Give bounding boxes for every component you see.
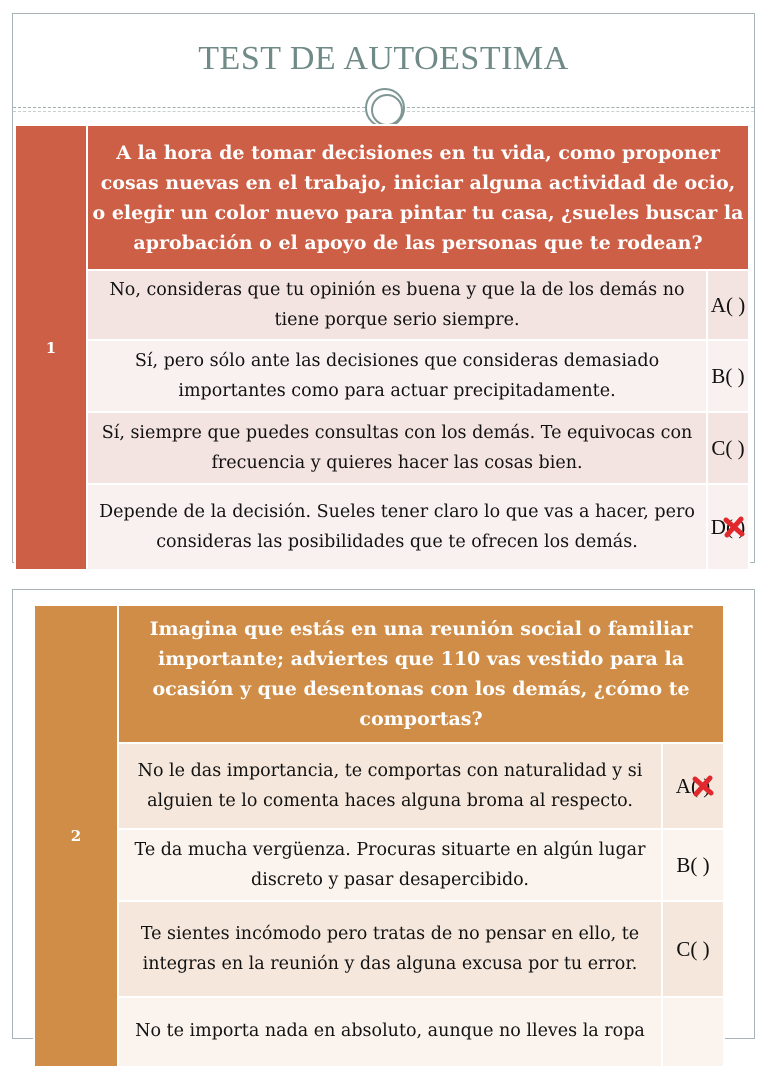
- option-letter: C( ): [711, 435, 745, 460]
- option-row: [15, 340, 749, 412]
- option-letter: C( ): [676, 936, 710, 961]
- option-row: [34, 901, 724, 997]
- slide-1: [12, 13, 755, 563]
- option-c-selector[interactable]: [707, 412, 749, 484]
- option-text: Depende de la decisión. Sueles tener claro lo que vas a hacer, pero consideras las posibilidades que te ofrecen los demás.: [87, 484, 707, 570]
- question-table-1: [14, 124, 750, 571]
- option-text: Te da mucha vergüenza. Procuras situarte en algún lugar discreto y pasar desapercibido.: [118, 829, 662, 901]
- option-row: [15, 412, 749, 484]
- option-d-selector[interactable]: [662, 997, 724, 1067]
- slide-2: [12, 589, 755, 1039]
- option-letter: D( ): [710, 514, 746, 539]
- question-number: 2: [34, 605, 118, 1067]
- option-c-selector[interactable]: [662, 901, 724, 997]
- option-text: Te sientes incómodo pero tratas de no pensar en ello, te integras en la reunión y das alguna excusa por tu error.: [118, 901, 662, 997]
- question-text: Imagina que estás en una reunión social o familiar importante; adviertes que 110 vas vestido para la ocasión y que desentonas con los demás, ¿cómo te comportas?: [118, 605, 724, 743]
- option-text: No le das importancia, te comportas con naturalidad y si alguien te lo comenta haces alguna broma al respecto.: [118, 743, 662, 829]
- option-row: [15, 270, 749, 340]
- option-text: Sí, siempre que puedes consultas con los demás. Te equivocas con frecuencia y quieres hacer las cosas bien.: [87, 412, 707, 484]
- option-text: No te importa nada en absoluto, aunque no lleves la ropa: [118, 997, 662, 1067]
- option-letter: B( ): [711, 363, 745, 388]
- option-letter: A( ): [675, 773, 711, 798]
- divider-ring-ornament: [365, 88, 405, 128]
- option-b-selector[interactable]: [707, 340, 749, 412]
- question-text: A la hora de tomar decisiones en tu vida, como proponer cosas nuevas en el trabajo, iniciar alguna actividad de ocio, o elegir un color nuevo para pintar tu casa, ¿sueles buscar la aprobación o el apoyo de las personas que te rodean?: [87, 125, 749, 270]
- option-text: Sí, pero sólo ante las decisiones que consideras demasiado importantes como para actuar precipitadamente.: [87, 340, 707, 412]
- option-row: [34, 997, 724, 1067]
- option-letter: B( ): [676, 852, 710, 877]
- option-row: [34, 829, 724, 901]
- option-b-selector[interactable]: [662, 829, 724, 901]
- option-row: [15, 484, 749, 570]
- option-letter: A( ): [710, 292, 746, 317]
- option-row: [34, 743, 724, 829]
- option-a-selector[interactable]: [662, 743, 724, 829]
- question-number: 1: [15, 125, 87, 570]
- question-table-2: [33, 604, 725, 1068]
- option-text: No, consideras que tu opinión es buena y que la de los demás no tiene porque serio siempre.: [87, 270, 707, 340]
- option-d-selector[interactable]: [707, 484, 749, 570]
- page-title: TEST DE AUTOESTIMA: [198, 40, 569, 77]
- option-a-selector[interactable]: [707, 270, 749, 340]
